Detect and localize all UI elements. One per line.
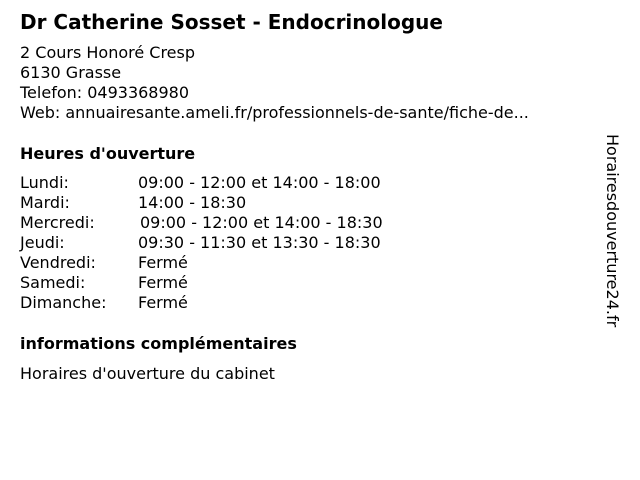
day-label: Mercredi: xyxy=(20,213,95,232)
time-value: Fermé xyxy=(138,293,188,312)
time-value: 14:00 - 18:30 xyxy=(138,193,247,212)
day-label: Lundi: xyxy=(20,173,69,192)
additional-info-heading: informations complémentaires xyxy=(20,334,297,353)
day-label: Mardi: xyxy=(20,193,70,212)
day-label: Samedi: xyxy=(20,273,86,292)
day-label: Jeudi: xyxy=(20,233,65,252)
city: 6130 Grasse xyxy=(20,63,122,82)
day-label: Vendredi: xyxy=(20,253,96,272)
day-label: Dimanche: xyxy=(20,293,107,312)
time-value: 09:00 - 12:00 et 14:00 - 18:00 xyxy=(138,173,381,192)
street-address: 2 Cours Honoré Cresp xyxy=(20,43,196,62)
page-title: Dr Catherine Sosset - Endocrinologue xyxy=(20,10,443,34)
website-link: Web: annuairesante.ameli.fr/professionnels-de-sante/fiche-de... xyxy=(20,103,529,122)
time-value: Fermé xyxy=(138,253,188,272)
phone-number: Telefon: 0493368980 xyxy=(20,83,190,102)
time-value: 09:00 - 12:00 et 14:00 - 18:30 xyxy=(140,213,383,232)
opening-hours-heading: Heures d'ouverture xyxy=(20,144,196,163)
address-block xyxy=(20,43,529,123)
time-value: Fermé xyxy=(138,273,188,292)
additional-info-text: Horaires d'ouverture du cabinet xyxy=(20,364,275,383)
time-value: 09:30 - 11:30 et 13:30 - 18:30 xyxy=(138,233,381,252)
site-watermark: Horairesdouverture24.fr xyxy=(603,134,622,328)
